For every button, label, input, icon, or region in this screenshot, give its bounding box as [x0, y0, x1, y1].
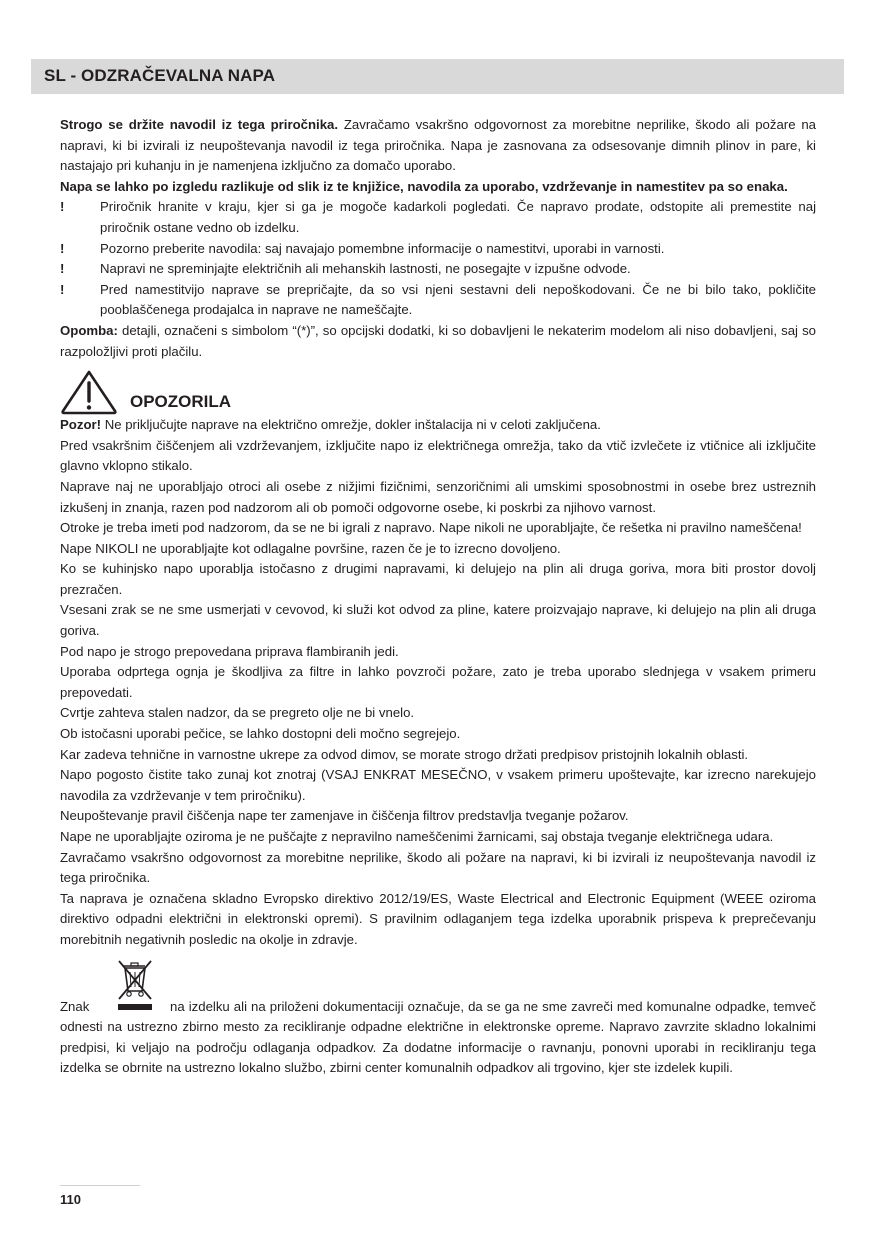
exclamation-mark: ! [60, 281, 65, 297]
bullet-item: ! Priročnik hranite v kraju, kjer si ga je mogoče kadarkoli pogledati. Če napravo prodate, odstopite ali premestite naj priročnik ostane vedno ob izdelku. [60, 199, 816, 235]
warning-paragraph: Cvrtje zahteva stalen nadzor, da se pregreto olje ne bi vnelo. [60, 705, 415, 721]
exclamation-mark: ! [60, 240, 65, 256]
exclamation-mark: ! [60, 261, 65, 277]
note-paragraph: Opomba: detajli, označeni s simbolom “(*)”, so opcijski dodatki, ki so dobavljeni le nekaterim modelom ali niso dobavljeni, saj so razpoložljivi proti plačilu. [60, 322, 816, 359]
page-number: 110 [60, 1192, 81, 1207]
warnings-heading [60, 369, 816, 415]
warning-paragraph: Ko se kuhinjsko napo uporablja istočasno z drugimi napravami, ki delujejo na plin ali druga goriva, mora biti prostor dovolj prezračen. [60, 561, 816, 597]
bullet-item: ! Pred namestitvijo naprave se prepričajte, da so vsi njeni sestavni deli nepoškodovani. Če ne bi bilo tako, pokličite pooblaščenega prodajalca in naprave ne nameščajte. [60, 281, 816, 318]
weee-paragraph [60, 997, 816, 1079]
warning-paragraph: Nape NIKOLI ne uporabljajte kot odlagalne površine, razen če je to izrecno dovoljeno. [60, 540, 561, 556]
weee-lead-text: Znak [60, 998, 90, 1014]
warning-paragraph: Vsesani zrak se ne sme usmerjati v cevovod, ki služi kot odvod za pline, katere proizvajajo naprave, ki delujejo na plin ali druga goriva. [60, 602, 816, 639]
bullet-item: ! Pozorno preberite navodila: saj navajajo pomembne informacije o namestitvi, uporabi in varnosti. [60, 239, 816, 260]
warning-paragraph: Uporaba odprtega ognja je škodljiva za filtre in lahko povzroči požare, zato je treba uporabo slednjega v vsakem primeru prepovedati. [60, 664, 816, 700]
intro-notice: Napa se lahko po izgledu razlikuje od slik iz te knjižice, navodila za uporabo, vzdrževanje in namestitev pa so enaka. [60, 178, 788, 194]
warning-paragraph: Ob istočasni uporabi pečice, se lahko dostopni deli močno segrejejo. [60, 726, 461, 742]
exclamation-mark: ! [60, 199, 65, 215]
warning-paragraph: Otroke je treba imeti pod nadzorom, da se ne bi igrali z napravo. Nape nikoli ne uporabljajte, če rešetka ni pravilno nameščena! [60, 520, 802, 536]
warnings-title: OPOZORILA [130, 392, 232, 412]
warning-paragraph: Pred vsakršnim čiščenjem ali vzdrževanjem, izključite napo iz električnega omrežja, tako da vtič izvlečete iz vtičnice ali izključite glavno vklopno stikalo. [60, 437, 816, 474]
warning-paragraph: Naprave naj ne uporabljajo otroci ali osebe z nižjimi fizičnimi, senzoričnimi ali umskimi sposobnostmi in osebe brez ustreznih izkušenj in znanja, razen pod nadzorom ali ob pomoči odgovorne osebe, ki poskrbi za njihovo varnost. [60, 478, 816, 515]
warning-paragraph: Pozor! Ne priključujte naprave na električno omrežje, dokler inštalacija ni v celoti zaključena. [60, 417, 601, 433]
warning-paragraph: Kar zadeva tehnične in varnostne ukrepe za odvod dimov, se morate strogo držati predpisov pristojnih lokalnih oblasti. [60, 746, 749, 762]
warning-paragraph: Napo pogosto čistite tako zunaj kot znotraj (VSAJ ENKRAT MESEČNO, v vsakem primeru upoštevajte, kar izrecno narekujejo navodila za vzdrževanje v tem priročniku). [60, 767, 816, 803]
footer-divider [60, 1185, 140, 1186]
section-title: SL - ODZRAČEVALNA NAPA [44, 66, 276, 85]
warning-paragraph: Ta naprava je označena skladno Evropsko direktivo 2012/19/ES, Waste Electrical and Electronic Equipment (WEEE oziroma direktivo odpadni električni in elektronski opremi). S pravilnim odlaganjem tega izdelka uporabnik prispeva k preprečevanju morebitnih negativnih posledic na okolje in zdravje. [60, 890, 816, 947]
warning-paragraph: Pod napo je strogo prepovedana priprava flambiranih jedi. [60, 643, 399, 659]
warning-paragraph: Nape ne uporabljajte oziroma je ne puščajte z nepravilno nameščenimi žarnicami, saj obstaja tveganje električnega udara. [60, 829, 774, 844]
warning-paragraph: Neupoštevanje pravil čiščenja nape ter zamenjave in čiščenja filtrov predstavlja tveganje požarov. [60, 808, 629, 824]
warning-triangle-icon [60, 369, 118, 415]
weee-text: na izdelku ali na priloženi dokumentaciji označuje, da se ga ne sme zavreči med komunalne odpadke, temveč odnesti na ustrezno zbirno mesto za recikliranje odpadne električne in elektronske opreme. Napravo zavrzite skladno lokalnimi predpisi, ki veljajo na področju odlaganja odpadkov. Za dodatne informacije o ravnanju, ponovni uporabi in recikliranju tega izdelka se obrnite na ustrezno lokalno službo, zbirni center komunalnih odpadkov ali trgovino, kjer ste izdelek kupili. [60, 998, 816, 1076]
intro-paragraph: Strogo se držite navodil iz tega priročnika. Zavračamo vsakršno odgovornost za morebitne neprilike, škodo ali požare na napravi, ki bi izvirali iz neupoštevanja navodil iz tega priročnika. Napa je zasnovana za odsesovanje dimnih plinov in pare, ki nastajajo pri kuhanju in je namenjena izključno za domačo uporabo. [60, 117, 816, 174]
warning-paragraph: Zavračamo vsakršno odgovornost za morebitne neprilike, škodo ali požare na napravi, ki bi izvirali iz neupoštevanja navodil iz tega priročnika. [60, 849, 816, 886]
document-body [60, 115, 816, 1079]
bullet-item: ! Napravi ne spreminjajte električnih ali mehanskih lastnosti, ne posegajte v izpušne odvode. [60, 259, 816, 280]
crossed-out-wheelie-bin-icon [114, 957, 156, 1013]
